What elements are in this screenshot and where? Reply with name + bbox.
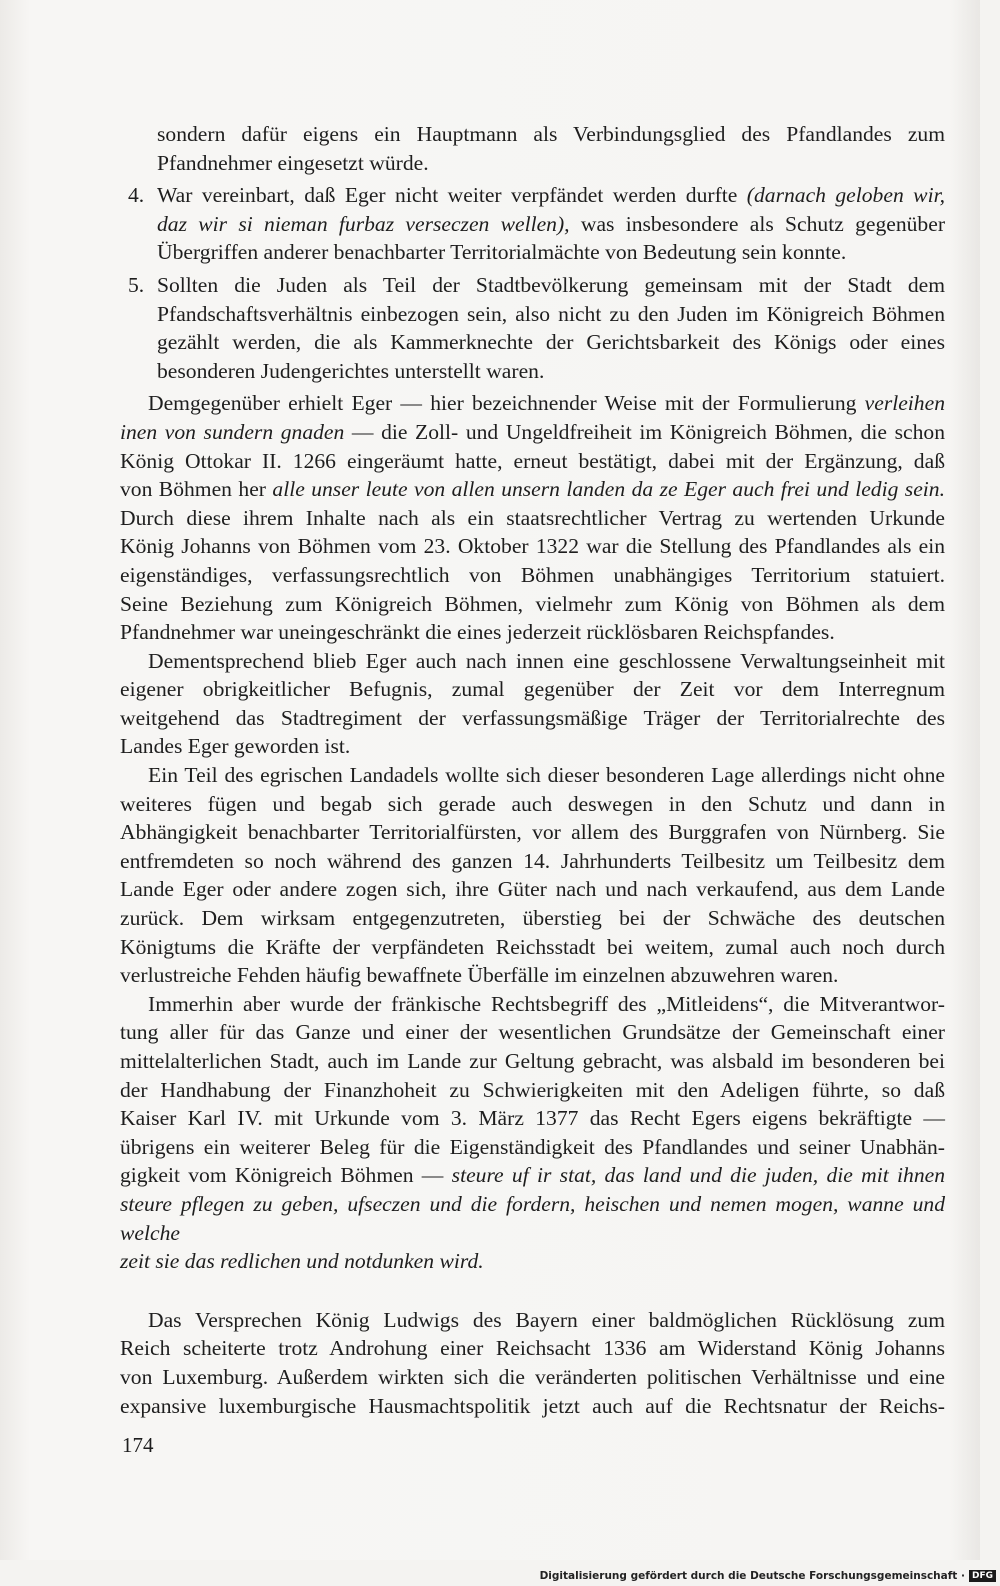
text-line: Königtums die Kräfte der verpfändeten Reichsstadt bei weitem, zumal auch noch durch (120, 934, 945, 959)
text-line: Landes Eger geworden ist. (120, 734, 351, 759)
text-line: übrigens ein weiterer Beleg für die Eigenständigkeit des Pfandlandes und seiner Unabhän- (120, 1134, 945, 1159)
text-line: inen von sundern gnaden — die Zoll- und Ungeldfreiheit im Königreich Böhmen, die schon (120, 419, 945, 444)
text-line: gigkeit vom Königreich Böhmen — steure uf ir stat, das land und die juden, die mit ihnen (120, 1163, 945, 1188)
text-line: Kaiser Karl IV. mit Urkunde vom 3. März 1377 das Recht Egers eigens bekräftigte — (120, 1106, 945, 1131)
text-line: weitgehend das Stadtregiment der verfassungsmäßige Träger der Territorialrechte des (120, 705, 945, 730)
text-line: Pfandschaftsverhältnis einbezogen sein, also nicht zu den Juden im Königreich Böhmen (157, 301, 945, 326)
text-line: tung aller für das Ganze und einer der wesentlichen Grundsätze der Gemeinschaft einer (120, 1020, 945, 1045)
text-line: gezählt werden, die als Kammerknechte der Gerichtsbarkeit des Königs oder eines (157, 330, 945, 355)
text-line: eigenständiges, verfassungsrechtlich von Böhmen unabhängiges Territorium statuiert. (120, 562, 945, 587)
text-line: weiteres fügen und begab sich gerade auch deswegen in den Schutz und dann in (120, 791, 945, 816)
text-line: besonderen Judengerichtes unterstellt waren. (157, 358, 545, 383)
text-line: Reich scheiterte trotz Androhung einer Reichsacht 1336 am Widerstand König Johanns (120, 1336, 945, 1361)
paragraph (120, 990, 945, 1276)
text-line: Das Versprechen König Ludwigs des Bayern einer baldmöglichen Rücklösung zum (148, 1307, 945, 1332)
text-line: sondern dafür eigens ein Hauptmann als Verbindungsglied des Pfandlandes zum (157, 122, 945, 146)
text-line: von Böhmen her alle unser leute von allen unsern landen da ze Eger auch frei und ledig sein. (120, 477, 945, 502)
text-line: Sollten die Juden als Teil der Stadtbevölkerung gemeinsam mit der Stadt dem (157, 272, 945, 297)
text-line: Ein Teil des egrischen Landadels wollte sich dieser besonderen Lage allerdings nicht ohne (148, 763, 945, 788)
paragraph (120, 761, 945, 990)
text-line: expansive luxemburgische Hausmachtspolitik jetzt auch auf die Rechtsnatur der Reichs- (120, 1393, 945, 1418)
text-line: Seine Beziehung zum Königreich Böhmen, vielmehr zum König von Böhmen als dem (120, 591, 945, 616)
digitization-footer (540, 1570, 996, 1582)
text-line: Dementsprechend blieb Eger auch nach innen eine geschlossene Verwaltungseinheit mit (148, 648, 945, 673)
text-line: mittelalterlichen Stadt, auch im Lande zur Geltung gebracht, was alsbald im besonderen bei (120, 1049, 945, 1073)
text-line: Pfandnehmer eingesetzt würde. (157, 150, 429, 175)
text-line: Lande Eger oder andere zogen sich, ihre Güter nach und nach verkaufend, aus dem Lande (120, 877, 945, 902)
text-line: Demgegenüber erhielt Eger — hier bezeichnender Weise mit der Formulierung verleihen (148, 391, 945, 416)
text-line: steure pflegen zu geben, ufseczen und die fordern, heischen und nemen mogen, wanne und welche (120, 1191, 945, 1245)
text-line: Pfandnehmer war uneingeschränkt die eines jederzeit rücklösbaren Reichspfandes. (120, 620, 835, 645)
text-line: König Ottokar II. 1266 eingeräumt hatte, erneut bestätigt, dabei mit der Ergänzung, daß (120, 448, 945, 473)
body-text (120, 120, 945, 1420)
text-line: von Luxemburg. Außerdem wirkten sich die veränderten politischen Verhältnisse und eine (120, 1364, 945, 1389)
paragraph (120, 389, 945, 646)
text-line: zeit sie das redlichen und notdunken wird. (120, 1249, 484, 1274)
text-line: Abhängigkeit benachbarter Territorialfürsten, vor allem des Burggrafen von Nürnberg. Sie (120, 820, 945, 845)
text-line: der Handhabung der Finanzhoheit zu Schwierigkeiten mit den Adeligen führte, so daß (120, 1077, 945, 1102)
dfg-logo: DFG (969, 1570, 996, 1582)
text-line: daz wir si nieman furbaz verseczen wellen), was insbesondere als Schutz gegenüber (157, 211, 946, 236)
text-line: eigener obrigkeitlicher Befugnis, zumal gegenüber der Zeit vor dem Interregnum (120, 677, 945, 702)
footer-text: Digitalisierung gefördert durch die Deutsche Forschungsgemeinschaft · (539, 1570, 965, 1582)
list-item-4 (120, 181, 945, 267)
list-number: 4. (128, 183, 145, 208)
paragraph (120, 1306, 945, 1420)
text-line: verlustreiche Fehden häufig bewaffnete Überfälle im einzelnen abzuwehren waren. (120, 963, 839, 988)
page-number: 174 (122, 1433, 154, 1457)
text-line: König Johanns von Böhmen vom 23. Oktober 1322 war die Stellung des Pfandlandes als ein (120, 534, 945, 559)
list-item-5 (120, 271, 945, 385)
text-line: War vereinbart, daß Eger nicht weiter verpfändet werden durfte (darnach geloben wir, (157, 183, 945, 208)
list-number: 5. (128, 272, 145, 297)
text-line: entfremdeten so noch während des ganzen 14. Jahrhunderts Teilbesitz um Teilbesitz dem (120, 848, 945, 873)
text-line: zurück. Dem wirksam entgegenzutreten, überstieg bei der Schwäche des deutschen (120, 906, 945, 931)
text-line: Übergriffen anderer benachbarter Territorialmächte von Bedeutung sein konnte. (157, 240, 847, 265)
paragraph (120, 647, 945, 761)
text-line: Immerhin aber wurde der fränkische Rechtsbegriff des „Mitleidens“, die Mitverantwor- (148, 991, 945, 1016)
text-line: Durch diese ihrem Inhalte nach als ein staatsrechtlicher Vertrag zu wertenden Urkunde (120, 505, 945, 530)
